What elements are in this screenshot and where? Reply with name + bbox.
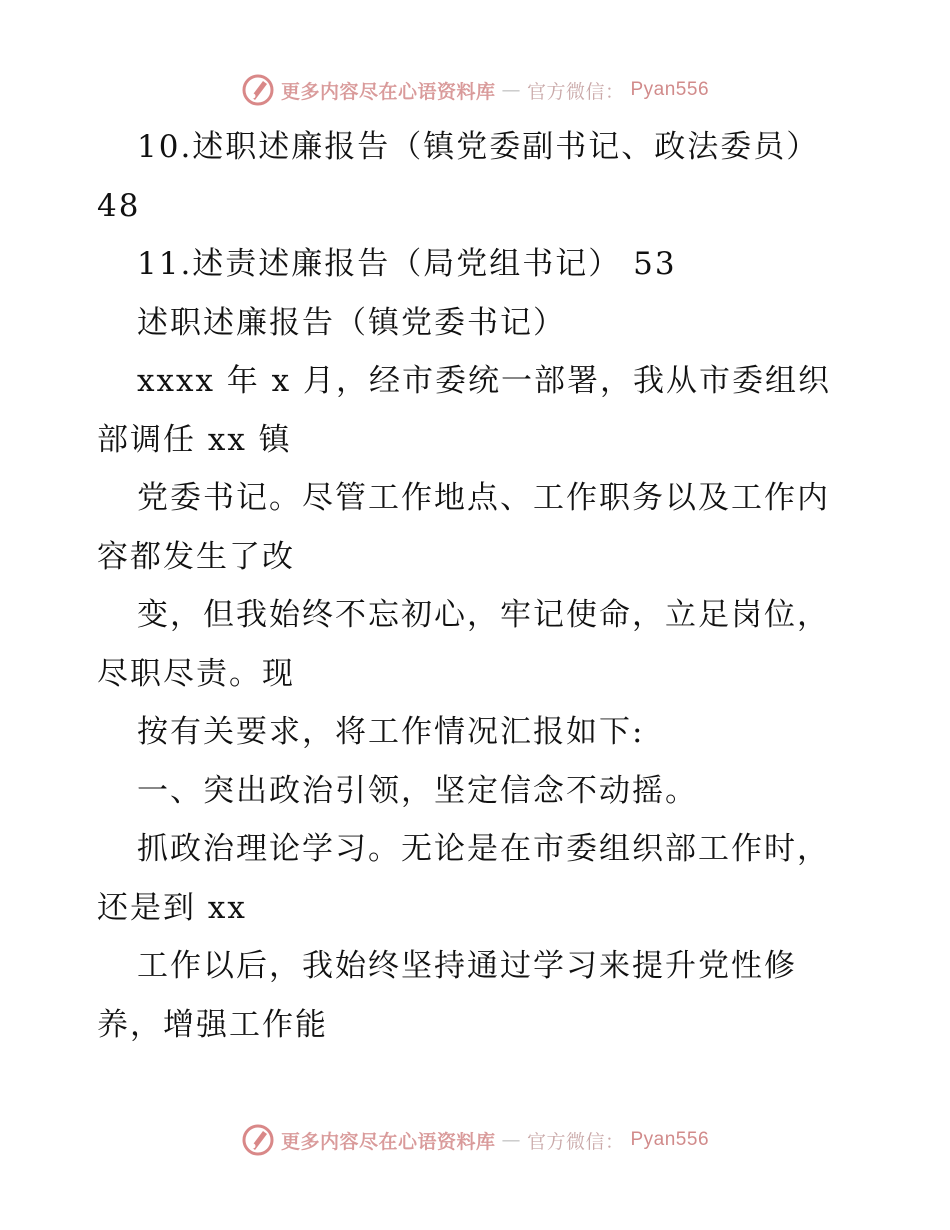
- watermark-text: 更多内容尽在心语资料库: [280, 80, 496, 103]
- watermark-wechat-id: Pyan556: [630, 79, 710, 100]
- watermark-contact-label: 官方微信：: [526, 80, 625, 103]
- header-watermark: [0, 70, 950, 110]
- body-line: 尽职尽责。现: [97, 655, 295, 692]
- body-line: 容都发生了改: [97, 538, 295, 575]
- pen-logo-icon: [241, 1123, 275, 1157]
- body-line: 养，增强工作能: [97, 1006, 328, 1043]
- body-line: 变，但我始终不忘初心，牢记使命，立足岗位，: [137, 597, 830, 633]
- body-line: 述职述廉报告（镇党委书记）: [137, 304, 566, 341]
- body-line: 10.述职述廉报告（镇党委副书记、政法委员）: [137, 129, 820, 165]
- document-body: [97, 118, 857, 1054]
- pen-logo-icon: [241, 73, 275, 107]
- watermark-dash: —: [501, 79, 521, 101]
- body-line: xxxx 年 x 月，经市委统一部署，我从市委组织: [137, 363, 831, 399]
- watermark-text: 更多内容尽在心语资料库: [280, 1130, 496, 1153]
- footer-watermark: [0, 1120, 950, 1160]
- watermark-dash: —: [501, 1129, 521, 1151]
- body-line: 部调任 xx 镇: [97, 421, 292, 458]
- body-line: 抓政治理论学习。无论是在市委组织部工作时，: [137, 831, 830, 867]
- body-line: 48: [97, 187, 141, 224]
- watermark-contact-label: 官方微信：: [526, 1130, 625, 1153]
- body-line: 工作以后，我始终坚持通过学习来提升党性修: [137, 948, 797, 984]
- watermark-wechat-id: Pyan556: [630, 1129, 710, 1150]
- body-line: 党委书记。尽管工作地点、工作职务以及工作内: [137, 480, 830, 516]
- body-line: 还是到 xx: [97, 889, 247, 926]
- body-line: 11.述责述廉报告（局党组书记） 53: [137, 246, 677, 282]
- body-line: 一、突出政治引领，坚定信念不动摇。: [137, 772, 698, 809]
- body-line: 按有关要求，将工作情况汇报如下:: [137, 714, 645, 750]
